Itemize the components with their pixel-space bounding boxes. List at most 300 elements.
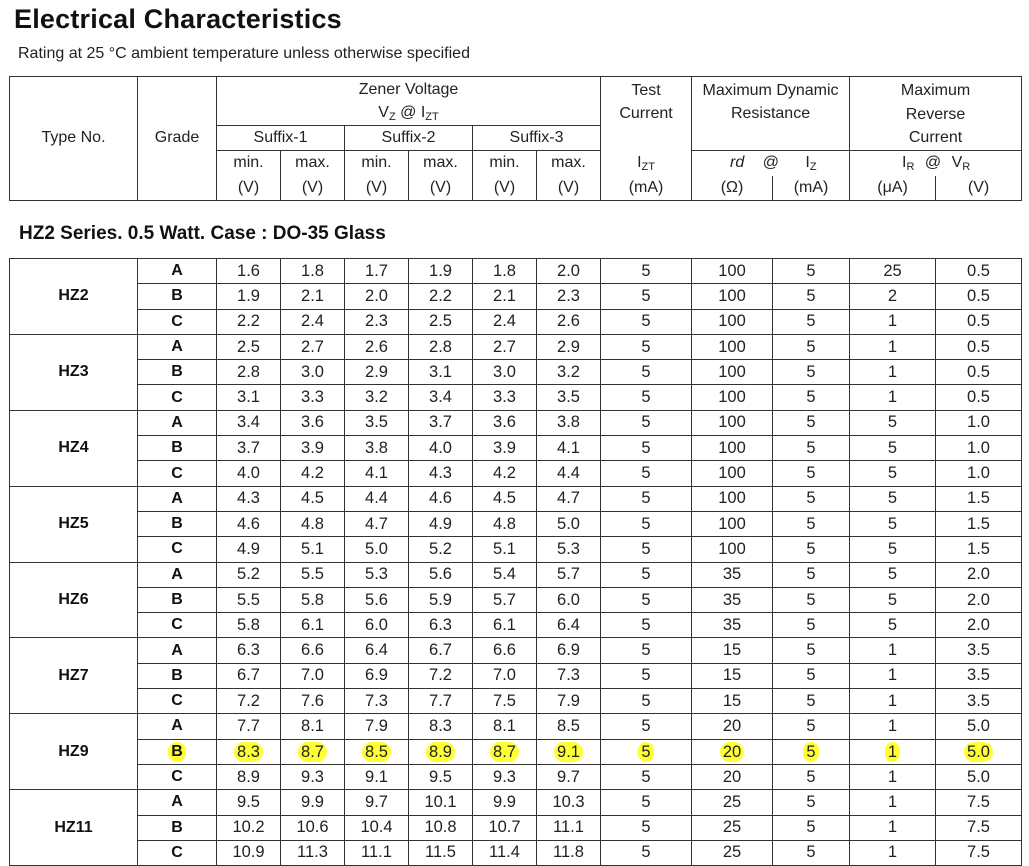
value-cell: 6.3 <box>409 613 473 638</box>
zener-voltage-label: Zener Voltage <box>358 80 459 98</box>
value-cell: 10.1 <box>409 790 473 815</box>
header-type-no: Type No. <box>10 77 138 201</box>
value-cell: 0.5 <box>936 309 1022 334</box>
table-row <box>10 562 1022 587</box>
value-cell: 4.0 <box>409 436 473 461</box>
unit-v-1: (V) <box>217 176 281 200</box>
value-cell: 3.1 <box>217 385 281 410</box>
grade-cell: A <box>138 334 217 359</box>
value-cell: 7.6 <box>281 689 345 714</box>
value-cell: 2.8 <box>217 360 281 385</box>
header-resistance <box>692 77 850 151</box>
value-cell: 3.5 <box>537 385 601 410</box>
grade-cell: C <box>138 309 217 334</box>
value-cell: 1.0 <box>936 436 1022 461</box>
value-cell: 0.5 <box>936 334 1022 359</box>
grade-cell: C <box>138 461 217 486</box>
value-cell: 5 <box>850 436 936 461</box>
value-cell: 5 <box>601 436 692 461</box>
value-cell: 6.7 <box>409 638 473 663</box>
value-cell: 5 <box>601 360 692 385</box>
highlight-mark: 5 <box>638 742 653 762</box>
iz-subscript: Z <box>809 161 817 174</box>
value-cell: 10.2 <box>217 815 281 840</box>
type-no-cell: HZ7 <box>10 638 138 714</box>
value-cell: 100 <box>692 309 773 334</box>
value-cell: 5 <box>773 537 850 562</box>
value-cell: 0.5 <box>936 259 1022 284</box>
table-row <box>10 815 1022 840</box>
value-cell: 7.9 <box>345 714 409 739</box>
value-cell: 1 <box>850 689 936 714</box>
ir-unit: (μA) <box>850 176 936 200</box>
grade-cell: B <box>138 511 217 536</box>
value-cell: 11.5 <box>409 840 473 865</box>
res-unit: (Ω) <box>692 176 773 200</box>
header-test-current <box>601 77 692 151</box>
highlight-mark: 8.7 <box>298 742 327 762</box>
value-cell: 5 <box>601 562 692 587</box>
rd-iz-symbols <box>692 150 850 176</box>
table-row <box>10 840 1022 865</box>
value-cell: 1 <box>850 815 936 840</box>
value-cell: 3.2 <box>537 360 601 385</box>
value-cell: 2.4 <box>281 309 345 334</box>
value-cell: 5 <box>773 461 850 486</box>
value-cell: 6.1 <box>281 613 345 638</box>
value-cell <box>601 739 692 764</box>
value-cell: 9.7 <box>345 790 409 815</box>
grade-cell: A <box>138 638 217 663</box>
type-no-cell: HZ3 <box>10 334 138 410</box>
value-cell: 3.6 <box>473 410 537 435</box>
value-cell: 5 <box>601 638 692 663</box>
table-row <box>10 436 1022 461</box>
value-cell: 2.3 <box>345 309 409 334</box>
page-subtitle: Rating at 25 °C ambient temperature unless otherwise specified <box>18 45 470 62</box>
vr-subscript: R <box>962 161 971 174</box>
value-cell: 15 <box>692 638 773 663</box>
value-cell: 2.2 <box>217 309 281 334</box>
value-cell: 4.7 <box>537 486 601 511</box>
suffix-1: Suffix-1 <box>217 125 345 150</box>
value-cell: 3.7 <box>217 436 281 461</box>
value-cell: 11.1 <box>345 840 409 865</box>
value-cell: 5.9 <box>409 587 473 612</box>
characteristics-table <box>9 258 1022 866</box>
grade-cell: A <box>138 486 217 511</box>
table-row <box>10 309 1022 334</box>
value-cell: 9.5 <box>217 790 281 815</box>
highlight-mark: 8.3 <box>234 742 263 762</box>
page-title: Electrical Characteristics <box>14 4 342 34</box>
table-row <box>10 613 1022 638</box>
res-label-1: Maximum Dynamic <box>702 82 839 99</box>
unit-v-4: (V) <box>409 176 473 200</box>
min-3: min. <box>473 150 537 176</box>
value-cell: 5 <box>850 613 936 638</box>
value-cell: 4.4 <box>537 461 601 486</box>
grade-cell: C <box>138 613 217 638</box>
value-cell: 2.2 <box>409 284 473 309</box>
vr-symbol: V <box>951 154 963 172</box>
header-zener-voltage <box>217 77 601 126</box>
value-cell: 5 <box>601 663 692 688</box>
value-cell: 5 <box>773 764 850 789</box>
value-cell: 35 <box>692 613 773 638</box>
value-cell: 100 <box>692 360 773 385</box>
grade-cell: B <box>138 587 217 612</box>
grade-cell: A <box>138 790 217 815</box>
value-cell: 6.0 <box>537 587 601 612</box>
table-row <box>10 587 1022 612</box>
value-cell: 100 <box>692 334 773 359</box>
value-cell: 2.0 <box>936 562 1022 587</box>
value-cell: 5 <box>601 764 692 789</box>
highlight-mark: B <box>168 742 186 762</box>
value-cell: 10.7 <box>473 815 537 840</box>
table-row <box>10 410 1022 435</box>
value-cell: 7.7 <box>217 714 281 739</box>
value-cell: 2.6 <box>345 334 409 359</box>
suffix-2: Suffix-2 <box>345 125 473 150</box>
value-cell: 0.5 <box>936 284 1022 309</box>
ir-at-symbol: @ <box>924 154 942 172</box>
type-no-cell: HZ6 <box>10 562 138 638</box>
value-cell: 3.5 <box>936 689 1022 714</box>
test-izt-sym: I <box>637 154 642 171</box>
value-cell: 1.8 <box>473 259 537 284</box>
value-cell <box>473 739 537 764</box>
value-cell: 3.4 <box>409 385 473 410</box>
type-no-cell: HZ4 <box>10 410 138 486</box>
value-cell: 3.4 <box>217 410 281 435</box>
test-izt-sub: ZT <box>641 161 655 173</box>
izt-test-symbol <box>601 150 692 176</box>
value-cell: 5.2 <box>409 537 473 562</box>
table-row <box>10 764 1022 789</box>
test-label-2: Current <box>619 105 673 122</box>
value-cell: 1.5 <box>936 537 1022 562</box>
value-cell: 7.5 <box>936 790 1022 815</box>
value-cell: 5 <box>601 309 692 334</box>
iz-symbol: I <box>805 154 810 172</box>
value-cell: 5.8 <box>217 613 281 638</box>
value-cell: 5 <box>601 385 692 410</box>
value-cell <box>773 739 850 764</box>
grade-cell: A <box>138 410 217 435</box>
value-cell: 1 <box>850 309 936 334</box>
rd-symbol: rd <box>730 154 745 172</box>
grade-cell: C <box>138 537 217 562</box>
value-cell: 5 <box>850 587 936 612</box>
value-cell: 1.0 <box>936 410 1022 435</box>
value-cell: 5 <box>601 511 692 536</box>
value-cell: 3.5 <box>936 663 1022 688</box>
ir-subscript: R <box>906 161 915 174</box>
value-cell: 5 <box>601 689 692 714</box>
table-row <box>10 511 1022 536</box>
value-cell: 5.5 <box>217 587 281 612</box>
value-cell: 2.6 <box>537 309 601 334</box>
value-cell: 4.1 <box>345 461 409 486</box>
value-cell: 5 <box>850 410 936 435</box>
value-cell: 9.9 <box>281 790 345 815</box>
value-cell: 15 <box>692 689 773 714</box>
value-cell: 5 <box>601 840 692 865</box>
table-row <box>10 360 1022 385</box>
value-cell: 9.7 <box>537 764 601 789</box>
value-cell: 100 <box>692 537 773 562</box>
value-cell: 5 <box>773 334 850 359</box>
value-cell: 5 <box>601 461 692 486</box>
value-cell: 4.0 <box>217 461 281 486</box>
value-cell: 25 <box>692 840 773 865</box>
value-cell: 5 <box>773 511 850 536</box>
value-cell: 4.9 <box>217 537 281 562</box>
value-cell: 8.1 <box>281 714 345 739</box>
value-cell: 5 <box>773 436 850 461</box>
value-cell: 100 <box>692 385 773 410</box>
highlight-mark: 8.7 <box>490 742 519 762</box>
header-grade: Grade <box>138 77 217 201</box>
grade-cell: A <box>138 562 217 587</box>
res-label-2: Resistance <box>730 105 811 122</box>
value-cell: 3.0 <box>473 360 537 385</box>
value-cell: 4.4 <box>345 486 409 511</box>
value-cell: 15 <box>692 663 773 688</box>
value-cell: 7.9 <box>537 689 601 714</box>
table-row <box>10 461 1022 486</box>
value-cell: 5 <box>773 284 850 309</box>
value-cell: 3.0 <box>281 360 345 385</box>
value-cell: 5 <box>601 259 692 284</box>
value-cell: 5 <box>773 840 850 865</box>
value-cell: 5 <box>601 790 692 815</box>
value-cell: 4.2 <box>281 461 345 486</box>
value-cell: 2.4 <box>473 309 537 334</box>
value-cell: 2.7 <box>473 334 537 359</box>
value-cell: 25 <box>692 790 773 815</box>
value-cell: 2.5 <box>217 334 281 359</box>
highlight-mark: 5.0 <box>964 742 993 762</box>
rev-label-1: Maximum <box>900 82 971 99</box>
highlight-mark: 9.1 <box>554 742 583 762</box>
type-no-cell: HZ2 <box>10 259 138 335</box>
value-cell: 4.5 <box>281 486 345 511</box>
izt-subscript: ZT <box>425 110 439 123</box>
value-cell: 5 <box>850 486 936 511</box>
value-cell: 2.9 <box>345 360 409 385</box>
value-cell: 2.9 <box>537 334 601 359</box>
header-table <box>9 76 1022 201</box>
value-cell: 6.9 <box>345 663 409 688</box>
value-cell: 3.5 <box>345 410 409 435</box>
value-cell: 6.4 <box>537 613 601 638</box>
value-cell: 4.1 <box>537 436 601 461</box>
value-cell <box>281 739 345 764</box>
grade-cell: C <box>138 385 217 410</box>
value-cell: 9.3 <box>281 764 345 789</box>
highlight-mark: 1 <box>885 742 900 762</box>
value-cell: 5.0 <box>936 764 1022 789</box>
value-cell: 100 <box>692 410 773 435</box>
value-cell: 2 <box>850 284 936 309</box>
value-cell: 5 <box>773 689 850 714</box>
value-cell: 4.8 <box>281 511 345 536</box>
table-row <box>10 638 1022 663</box>
min-1: min. <box>217 150 281 176</box>
value-cell: 5 <box>773 663 850 688</box>
min-2: min. <box>345 150 409 176</box>
value-cell: 4.8 <box>473 511 537 536</box>
value-cell: 7.5 <box>473 689 537 714</box>
value-cell: 3.6 <box>281 410 345 435</box>
value-cell: 11.1 <box>537 815 601 840</box>
value-cell: 1.9 <box>217 284 281 309</box>
value-cell: 11.8 <box>537 840 601 865</box>
grade-cell: B <box>138 436 217 461</box>
value-cell: 7.5 <box>936 815 1022 840</box>
value-cell: 3.9 <box>281 436 345 461</box>
grade-cell <box>138 739 217 764</box>
value-cell: 10.3 <box>537 790 601 815</box>
value-cell: 5.8 <box>281 587 345 612</box>
value-cell: 2.0 <box>537 259 601 284</box>
value-cell: 1.5 <box>936 486 1022 511</box>
vz-symbol: V <box>378 103 389 121</box>
value-cell: 5.0 <box>345 537 409 562</box>
value-cell: 2.8 <box>409 334 473 359</box>
type-no-cell: HZ9 <box>10 714 138 790</box>
value-cell: 5 <box>850 511 936 536</box>
value-cell: 0.5 <box>936 360 1022 385</box>
at-symbol: @ <box>400 103 417 121</box>
value-cell: 3.3 <box>473 385 537 410</box>
value-cell: 7.2 <box>217 689 281 714</box>
value-cell: 6.6 <box>281 638 345 663</box>
highlight-mark: 5 <box>803 742 818 762</box>
test-unit: (mA) <box>601 176 692 200</box>
value-cell: 5 <box>773 309 850 334</box>
value-cell: 20 <box>692 714 773 739</box>
value-cell: 1.8 <box>281 259 345 284</box>
unit-v-6: (V) <box>537 176 601 200</box>
value-cell: 9.1 <box>345 764 409 789</box>
value-cell: 1.5 <box>936 511 1022 536</box>
value-cell: 5 <box>601 537 692 562</box>
value-cell: 7.5 <box>936 840 1022 865</box>
value-cell: 10.4 <box>345 815 409 840</box>
value-cell: 5 <box>773 638 850 663</box>
grade-cell: B <box>138 663 217 688</box>
value-cell: 2.7 <box>281 334 345 359</box>
value-cell: 7.3 <box>537 663 601 688</box>
value-cell: 1 <box>850 360 936 385</box>
table-row <box>10 537 1022 562</box>
grade-cell: B <box>138 360 217 385</box>
value-cell: 9.3 <box>473 764 537 789</box>
value-cell: 1.0 <box>936 461 1022 486</box>
value-cell: 1.9 <box>409 259 473 284</box>
value-cell: 8.5 <box>537 714 601 739</box>
table-row <box>10 714 1022 739</box>
value-cell: 5 <box>773 486 850 511</box>
value-cell: 6.1 <box>473 613 537 638</box>
value-cell: 3.9 <box>473 436 537 461</box>
table-row <box>10 284 1022 309</box>
value-cell: 5 <box>601 613 692 638</box>
grade-cell: B <box>138 284 217 309</box>
value-cell: 5.3 <box>345 562 409 587</box>
type-no-cell: HZ11 <box>10 790 138 866</box>
value-cell: 6.6 <box>473 638 537 663</box>
izt-symbol: I <box>420 103 426 121</box>
value-cell: 6.9 <box>537 638 601 663</box>
value-cell: 1 <box>850 714 936 739</box>
value-cell: 5 <box>773 587 850 612</box>
value-cell: 1 <box>850 334 936 359</box>
value-cell <box>850 739 936 764</box>
test-label-1: Test <box>631 82 661 99</box>
unit-v-2: (V) <box>281 176 345 200</box>
value-cell: 10.6 <box>281 815 345 840</box>
value-cell: 2.1 <box>281 284 345 309</box>
value-cell: 25 <box>692 815 773 840</box>
table-row <box>10 790 1022 815</box>
vr-unit: (V) <box>936 176 1022 200</box>
highlight-mark: 20 <box>720 742 744 762</box>
value-cell: 5 <box>601 334 692 359</box>
value-cell: 9.9 <box>473 790 537 815</box>
value-cell: 35 <box>692 587 773 612</box>
value-cell: 8.9 <box>217 764 281 789</box>
value-cell: 8.3 <box>409 714 473 739</box>
value-cell: 4.2 <box>473 461 537 486</box>
value-cell: 1.6 <box>217 259 281 284</box>
value-cell: 7.0 <box>473 663 537 688</box>
value-cell: 1 <box>850 385 936 410</box>
unit-v-5: (V) <box>473 176 537 200</box>
value-cell: 5 <box>773 613 850 638</box>
value-cell: 100 <box>692 436 773 461</box>
value-cell: 4.6 <box>217 511 281 536</box>
value-cell: 3.5 <box>936 638 1022 663</box>
value-cell: 5 <box>850 461 936 486</box>
iz-unit: (mA) <box>773 176 850 200</box>
value-cell: 2.0 <box>345 284 409 309</box>
value-cell <box>537 739 601 764</box>
highlight-mark: 8.5 <box>362 742 391 762</box>
value-cell: 8.1 <box>473 714 537 739</box>
series-title: HZ2 Series. 0.5 Watt. Case : DO-35 Glass <box>19 223 386 244</box>
highlight-mark: 8.9 <box>426 742 455 762</box>
value-cell: 3.7 <box>409 410 473 435</box>
grade-cell: C <box>138 689 217 714</box>
value-cell: 5 <box>601 486 692 511</box>
value-cell: 2.0 <box>936 613 1022 638</box>
value-cell: 4.9 <box>409 511 473 536</box>
value-cell: 7.7 <box>409 689 473 714</box>
value-cell: 6.4 <box>345 638 409 663</box>
value-cell: 5.1 <box>281 537 345 562</box>
grade-cell: C <box>138 840 217 865</box>
value-cell: 3.8 <box>345 436 409 461</box>
header-reverse-current <box>850 77 1022 151</box>
grade-cell: B <box>138 815 217 840</box>
value-cell: 1.7 <box>345 259 409 284</box>
value-cell: 100 <box>692 259 773 284</box>
